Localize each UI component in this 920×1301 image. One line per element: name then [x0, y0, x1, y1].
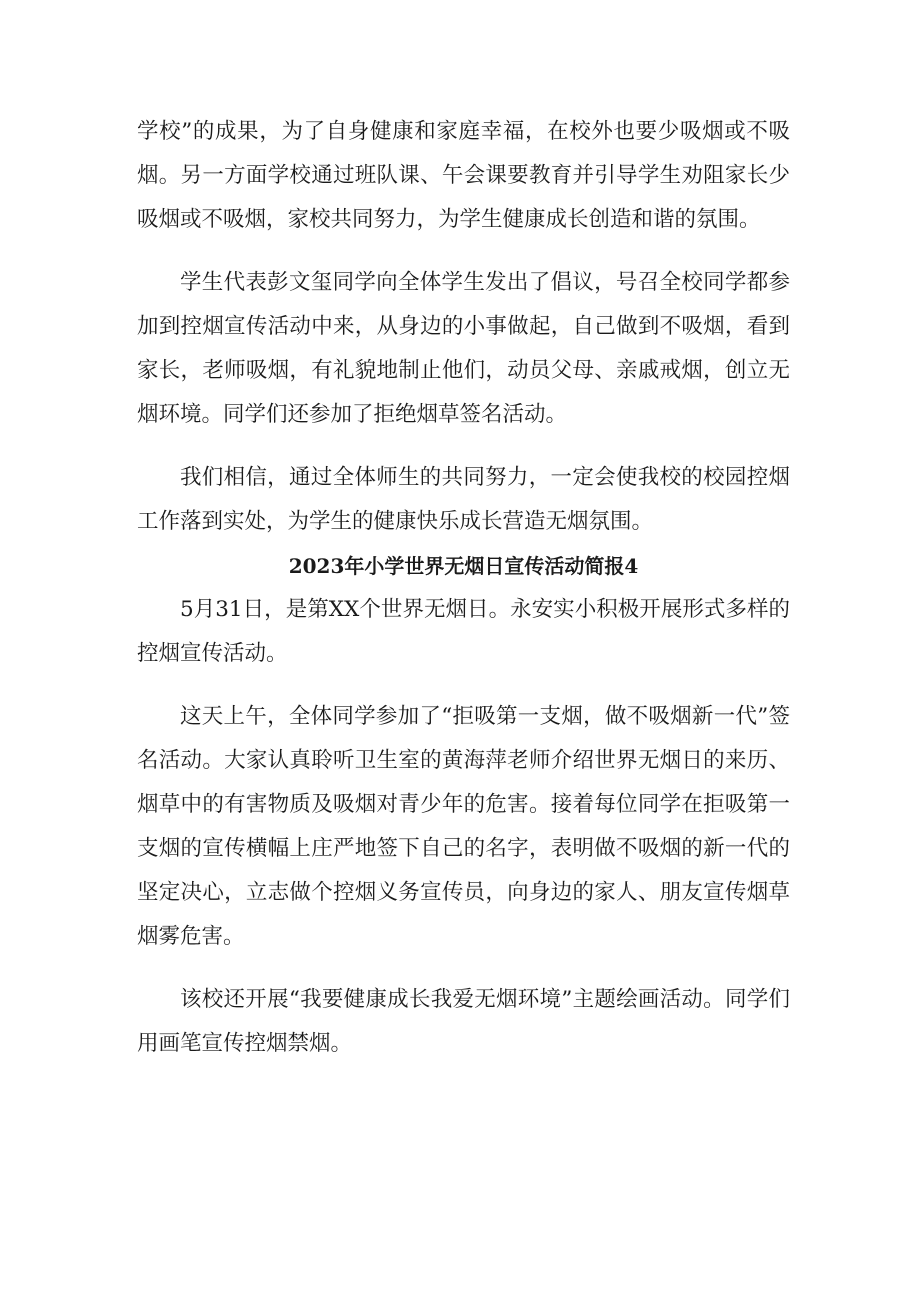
paragraph-drawing-activity: 该校还开展“我要健康成长我爱无烟环境”主题绘画活动。同学们用画笔宣传控烟禁烟。	[137, 987, 790, 1056]
paragraph-intro: 5月31日，是第XX个世界无烟日。永安实小积极开展形式多样的控烟宣传活动。	[137, 597, 790, 666]
paragraph-continuation: 学校”的成果，为了自身健康和家庭幸福，在校外也要少吸烟或不吸烟。另一方面学校通过班队课、午会课要教育并引导学生劝阻家长少吸烟或不吸烟，家校共同努力，为学生健康成长创造和谐的氛围。	[137, 119, 790, 232]
paragraph-student-initiative: 学生代表彭文玺同学向全体学生发出了倡议，号召全校同学都参加到控烟宣传活动中来，从身边的小事做起，自己做到不吸烟，看到家长，老师吸烟，有礼貌地制止他们，动员父母、亲戚戒烟，创立无烟环境。同学们还参加了拒绝烟草签名活动。	[137, 270, 790, 427]
document-body	[137, 110, 790, 1085]
paragraph-conclusion: 我们相信，通过全体师生的共同努力，一定会使我校的校园控烟工作落到实处，为学生的健康快乐成长营造无烟氛围。	[137, 465, 790, 534]
section-title: 2023年小学世界无烟日宣传活动简报4	[288, 554, 639, 578]
paragraph-signing-activity: 这天上午，全体同学参加了“拒吸第一支烟，做不吸烟新一代”签名活动。大家认真聆听卫生室的黄海萍老师介绍世界无烟日的来历、烟草中的有害物质及吸烟对青少年的危害。接着每位同学在拒吸第一支烟的宣传横幅上庄严地签下自己的名字，表明做不吸烟的新一代的坚定决心，立志做个控烟义务宣传员，向身边的家人、朋友宣传烟草烟雾危害。	[137, 704, 790, 949]
